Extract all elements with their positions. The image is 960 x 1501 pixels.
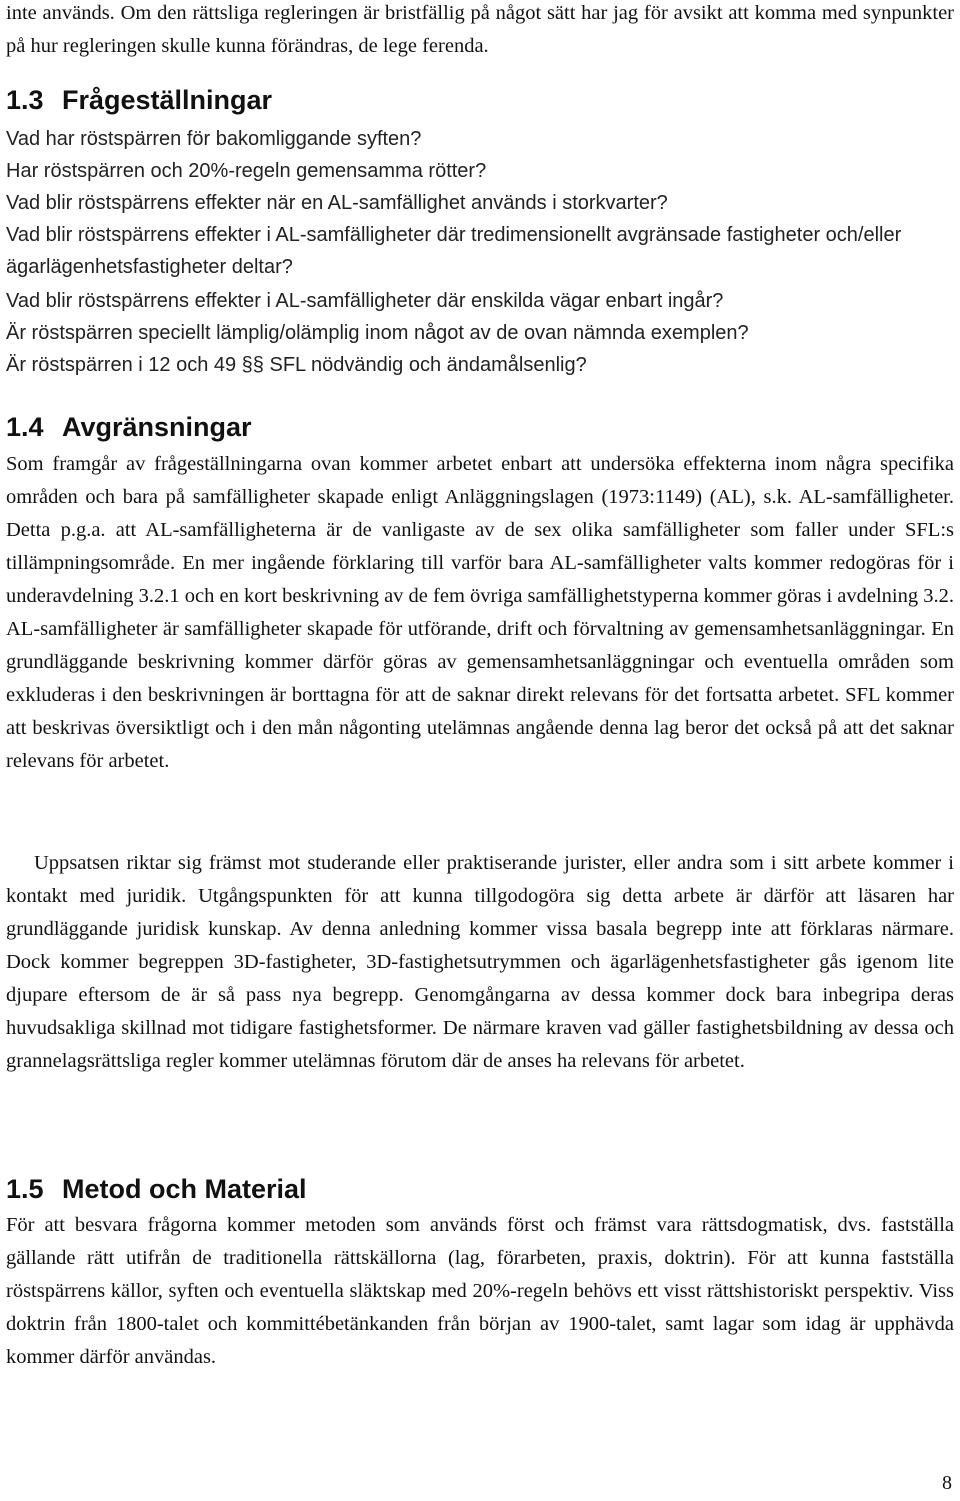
section-title: Metod och Material <box>62 1174 307 1204</box>
question-item: Är röstspärren i 12 och 49 §§ SFL nödvändig och ändamålsenlig? <box>6 354 587 376</box>
body-paragraph: Uppsatsen riktar sig främst mot studerande eller praktiserande jurister, eller andra som i sitt arbete kommer i kontakt med juridik. Utgångspunkten för att kunna tillgodogöra sig detta arbete är därför att läsaren har grundläggande juridisk kunskap. Av denna anledning kommer vissa basala begrepp inte att förklaras närmare. Dock kommer begreppen 3D-fastigheter, 3D-fastighetsutrymmen och ägarlägenhetsfastigheter gås igenom lite djupare eftersom de är så pass nya begrepp. Genomgångarna av dessa kommer dock bara inbegripa deras huvudsakliga skillnad mot tidigare fastighetsformer. De närmare kraven vad gäller fastighetsbildning av dessa och grannelagsrättsliga regler kommer utelämnas förutom där de anses ha relevans för arbetet. <box>6 852 954 1072</box>
section-number: 1.4 <box>6 412 44 442</box>
body-paragraph: Som framgår av frågeställningarna ovan kommer arbetet enbart att undersöka effekterna inom några specifika områden och bara på samfälligheter skapade enligt Anläggningslagen (1973:1149) (AL), s.k. AL-samfälligheter. Detta p.g.a. att AL-samfälligheterna är de vanligaste av de sex olika samfälligheter som faller under SFL:s tillämpningsområde. En mer ingående förklaring till varför bara AL-samfälligheter valts kommer redogöras för i underavdelning 3.2.1 och en kort beskrivning av de fem övriga samfällighetstyperna kommer göras i avdelning 3.2. AL-samfälligheter är samfälligheter skapade för utförande, drift och förvaltning av gemensamhetsanläggningar. En grundläggande beskrivning kommer därför göras av gemensamhetsanläggningar och eventuella områden som exkluderas i den beskrivningen är borttagna för att de saknar direkt relevans för det fortsatta arbetet. SFL kommer att beskrivas översiktligt och i den mån någonting utelämnas angående denna lag beror det också på att det saknar relevans för arbetet. <box>6 453 954 772</box>
body-paragraph: För att besvara frågorna kommer metoden som används först och främst vara rättsdogmatisk, dvs. fastställa gällande rätt utifrån de traditionella rättskällorna (lag, förarbeten, praxis, doktrin). För att kunna fastställa röstspärrens källor, syften och eventuella släktskap med 20%-regeln behövs ett visst rättshistoriskt perspektiv. Viss doktrin från 1800-talet och kommittébetänkanden från början av 1900-talet, samt lagar som idag är upphävda kommer därför användas. <box>6 1214 954 1368</box>
question-item: Har röstspärren och 20%-regeln gemensamma rötter? <box>6 160 487 182</box>
question-item: Vad blir röstspärrens effekter i AL-samfälligheter där enskilda vägar enbart ingår? <box>6 290 724 312</box>
question-item: Är röstspärren speciellt lämplig/olämplig inom något av de ovan nämnda exemplen? <box>6 322 749 344</box>
question-item: Vad blir röstspärrens effekter när en AL-samfällighet används i storkvarter? <box>6 192 668 214</box>
question-item: Vad blir röstspärrens effekter i AL-samfälligheter där tredimensionellt avgränsade fastigheter och/eller ägarlägenhetsfastigheter deltar? <box>6 224 902 278</box>
intro-paragraph: inte används. Om den rättsliga regleringen är bristfällig på något sätt har jag för avsikt att komma med synpunkter på hur regleringen skulle kunna förändras, de lege ferenda. <box>6 2 954 57</box>
section-heading-1-3 <box>6 83 272 117</box>
section-title: Avgränsningar <box>62 412 252 442</box>
page-number: 8 <box>942 1472 952 1494</box>
question-item: Vad har röstspärren för bakomliggande syften? <box>6 128 422 150</box>
section-title: Frågeställningar <box>62 85 273 115</box>
section-heading-1-4 <box>6 410 252 444</box>
section-heading-1-5 <box>6 1172 307 1206</box>
section-number: 1.5 <box>6 1174 44 1204</box>
section-number: 1.3 <box>6 85 44 115</box>
